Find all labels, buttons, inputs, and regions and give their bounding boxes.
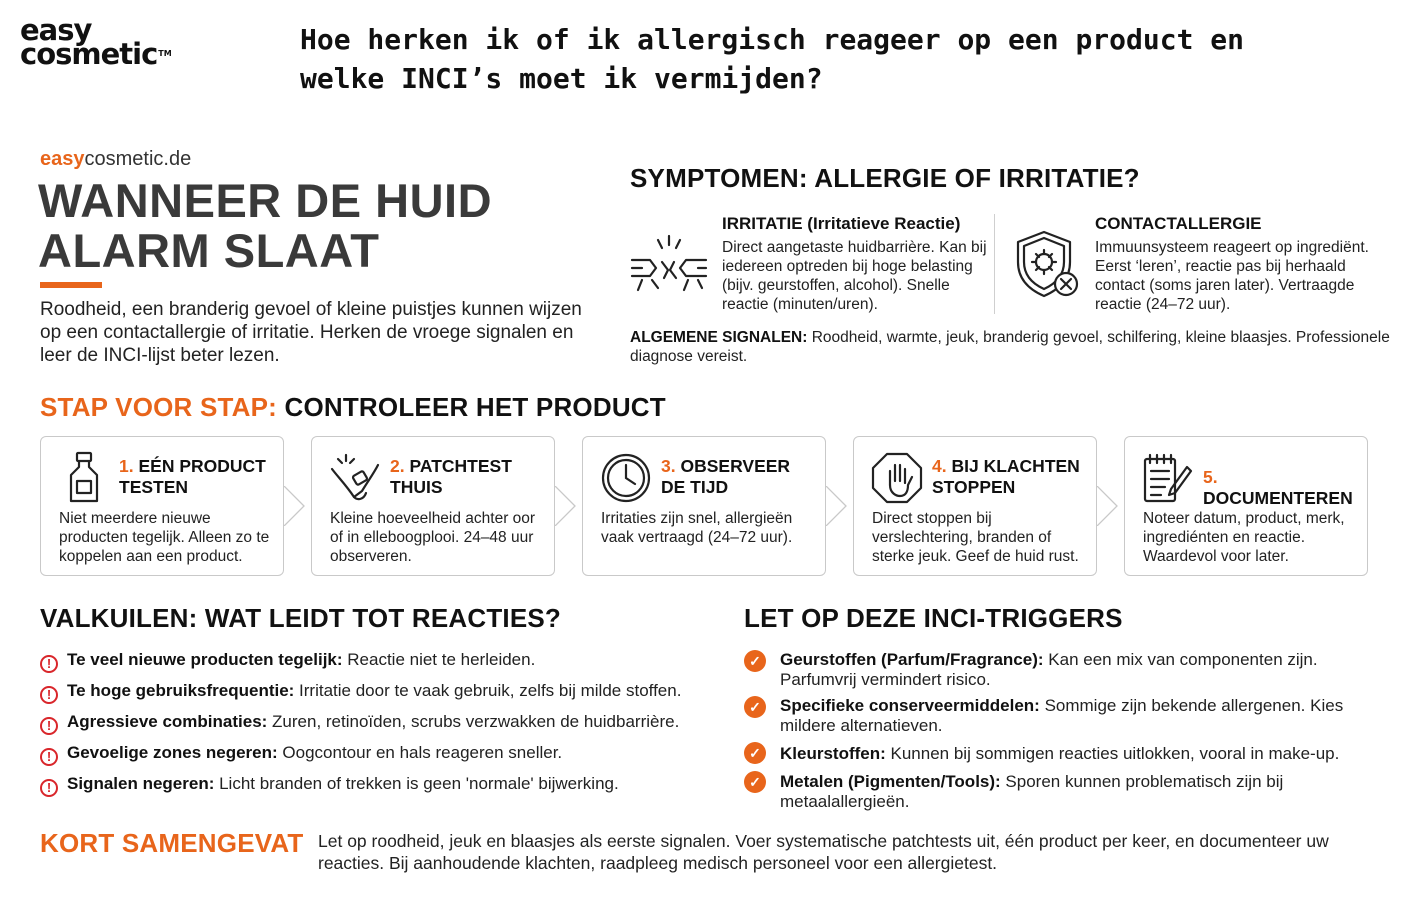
contact-allergy-text: Immuunsysteem reageert op ingrediënt. Eerst ‘leren’, reactie pas bij herhaald contact (soms jaren later). Vertraagde reactie (24–72 uur). — [1095, 239, 1369, 313]
warning-icon: ! — [40, 686, 58, 704]
pitfalls-title: VALKUILEN: WAT LEIDT TOT REACTIES? — [40, 603, 561, 633]
step-arrow-1 — [284, 486, 308, 526]
list-item: ! Te veel nieuwe producten tegelijk: Reactie niet te herleiden. — [40, 650, 535, 673]
question-title: Hoe herken ik of ik allergisch reageer op een product en welke INCI’s moet ik vermijden? — [300, 23, 1245, 95]
steps-title-dark: CONTROLEER HET PRODUCT — [284, 392, 666, 422]
logo-line-1: easy — [20, 13, 92, 47]
hero-line-1: WANNEER DE HUID — [38, 174, 493, 227]
list-item: ! Te hoge gebruiksfrequentie: Irritatie door te vaak gebruik, zelfs bij milde stoffen. — [40, 681, 681, 704]
step-3-title: 3. OBSERVEER DE TIJD — [661, 456, 791, 497]
steps-title-orange: STAP VOOR STAP: — [40, 392, 278, 422]
logo-trademark: TM — [158, 49, 172, 58]
step-5-title: 5. DOCUMENTEREN — [1203, 467, 1353, 508]
signals-text: Roodheid, warmte, jeuk, branderig gevoel, schilfering, kleine blaasjes. Professionele diagnose vereist. — [630, 329, 1390, 365]
list-item: Kleurstoffen: Kunnen bij sommigen reacties uitlokken, vooral in make-up. — [780, 744, 1340, 763]
step-arrow-3 — [826, 486, 850, 526]
symptoms-divider — [994, 214, 995, 314]
warning-icon: ! — [40, 748, 58, 766]
step-card-4 — [853, 436, 1097, 576]
step-4-text: Direct stoppen bij verslechtering, branden of sterke jeuk. Geef de huid rust. — [872, 510, 1079, 565]
step-4-title: 4. BIJ KLACHTEN STOPPEN — [932, 456, 1080, 497]
bottle-icon — [57, 451, 111, 505]
step-5-text: Noteer datum, product, merk, ingrediénten en reactie. Waardevol voor later. — [1143, 510, 1345, 565]
hero-accent-bar — [40, 282, 102, 288]
step-1-text: Niet meerdere nieuwe producten tegelijk. Alleen zo te koppelen aan een product. — [59, 510, 270, 565]
step-arrow-2 — [555, 486, 579, 526]
step-3-text: Irritaties zijn snel, allergieën vaak vertraagd (24–72 uur). — [601, 510, 793, 546]
brand-label: easycosmetic.de — [40, 148, 192, 170]
check-icon: ✓ — [744, 696, 766, 718]
step-card-2 — [311, 436, 555, 576]
list-item: ! Gevoelige zones negeren: Oogcontour en hals reageren sneller. — [40, 743, 562, 766]
warning-icon: ! — [40, 717, 58, 735]
intro-text: Roodheid, een branderig gevoel of kleine puistjes kunnen wijzen op een contactallergie of irritatie. Herken de vroege signalen en leer de INCI-lijst beter lezen. — [40, 299, 582, 366]
step-2-text: Kleine hoeveelheid achter oor of in elleboogplooi. 24–48 uur observeren. — [330, 510, 536, 565]
check-icon: ✓ — [744, 742, 766, 764]
general-signals — [630, 328, 1390, 366]
cracked-skin-icon — [628, 232, 710, 298]
arm-patch-icon — [328, 451, 382, 505]
step-2-title: 2. PATCHTEST THUIS — [390, 456, 512, 497]
triggers-list — [744, 650, 1384, 820]
list-item: Specifieke conserveermiddelen: Sommige zijn bekende allergenen. Kies mildere alternatieven. — [780, 696, 1344, 735]
step-card-1 — [40, 436, 284, 576]
list-item: ! Signalen negeren: Licht branden of trekken is geen 'normale' bijwerking. — [40, 774, 619, 797]
check-icon: ✓ — [744, 771, 766, 793]
signals-label: ALGEMENE SIGNALEN: — [630, 329, 808, 346]
contact-allergy-title: CONTACTALLERGIE — [1095, 214, 1262, 233]
pitfalls-list — [40, 650, 720, 800]
step-card-3 — [582, 436, 826, 576]
clock-icon — [599, 451, 653, 505]
summary-title: KORT SAMENGEVAT — [40, 828, 304, 858]
stop-hand-icon — [870, 451, 924, 505]
logo-line-2: cosmetic™ — [20, 37, 172, 71]
contact-allergy-block — [1095, 214, 1395, 314]
hero-heading — [38, 176, 492, 276]
easy-cosmetic-logo[interactable] — [20, 13, 172, 71]
symptoms-title: SYMPTOMEN: ALLERGIE OF IRRITATIE? — [630, 163, 1140, 193]
shield-virus-icon — [1012, 228, 1082, 300]
step-card-5 — [1124, 436, 1368, 576]
hero-line-2: ALARM SLAAT — [38, 224, 380, 277]
warning-icon: ! — [40, 779, 58, 797]
irritation-block — [722, 214, 990, 314]
list-item: Metalen (Pigmenten/Tools): Sporen kunnen problematisch zijn bij metaalallergieën. — [780, 772, 1284, 811]
steps-title — [40, 392, 666, 423]
list-item: ! Agressieve combinaties: Zuren, retinoïden, scrubs verzwakken de huidbarrière. — [40, 712, 679, 735]
step-arrow-4 — [1097, 486, 1121, 526]
warning-icon: ! — [40, 655, 58, 673]
step-1-title: 1. EÉN PRODUCT TESTEN — [119, 456, 266, 497]
list-item: Geurstoffen (Parfum/Fragrance): Kan een mix van componenten zijn. Parfumvrij vermindert risico. — [780, 650, 1318, 689]
summary-text: Let op roodheid, jeuk en blaasjes als eerste signalen. Voer systematische patchtests uit, één product per keer, en documenteer uw reacties. Bij aanhoudende klachten, raadpleeg medisch personeel voor een allergietest. — [318, 831, 1329, 873]
notepad-icon — [1141, 451, 1195, 505]
irritation-text: Direct aangetaste huidbarrière. Kan bij iedereen optreden bij hoge belasting (bijv. geurstoffen, alcohol). Snelle reactie (minuten/uren). — [722, 239, 987, 313]
irritation-title: IRRITATIE (Irritatieve Reactie) — [722, 214, 961, 233]
triggers-title: LET OP DEZE INCI-TRIGGERS — [744, 603, 1123, 633]
check-icon: ✓ — [744, 650, 766, 672]
